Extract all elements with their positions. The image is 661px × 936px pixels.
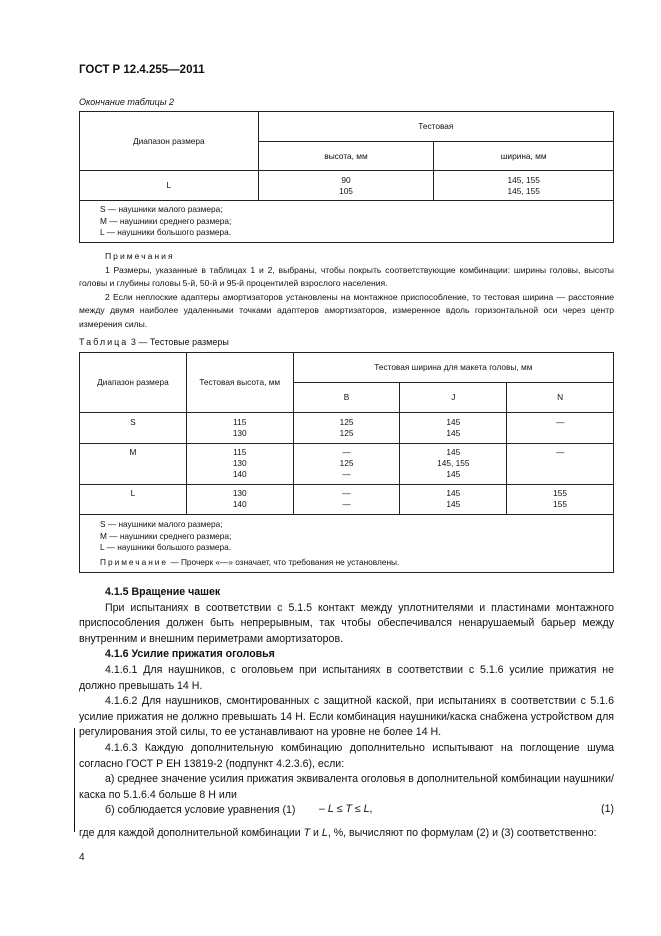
- note-1: 1 Размеры, указанные в таблицах 1 и 2, выбраны, чтобы покрыть соответствующие комбинации: ширины головы, высоты головы и глубины головы 5-й, 50-й и 95-й процентилей взрослого населения.: [79, 264, 614, 288]
- text-part: и: [310, 827, 322, 839]
- text-part: где для каждой дополнительной комбинации: [79, 827, 304, 839]
- table3-cell-height: [186, 444, 293, 485]
- cell-value: 145, 155: [507, 174, 540, 185]
- table3-header-height: Тестовая высота, мм: [186, 353, 293, 413]
- cell-value: 140: [232, 469, 247, 479]
- cell-value: 140: [232, 499, 247, 509]
- table-2: [79, 111, 614, 243]
- heading-4-1-5: 4.1.5 Вращение чашек: [105, 586, 221, 598]
- table3-caption-label: Таблица: [79, 337, 129, 347]
- table3-cell-height: [186, 485, 293, 515]
- table3-cell-size: M: [80, 444, 187, 485]
- table3-caption: [79, 337, 229, 347]
- eq-var-l: L: [363, 803, 370, 815]
- cell-value: —: [342, 469, 351, 479]
- cell-value: 90: [341, 174, 351, 185]
- table3-caption-text: 3 — Тестовые размеры: [130, 337, 229, 347]
- table3-legend: [80, 515, 614, 573]
- legend-line: M — наушники среднего размера;: [100, 215, 232, 226]
- var-t: T: [303, 827, 311, 839]
- table2-cell-size: L: [80, 171, 259, 201]
- table3-cell-size: S: [80, 413, 187, 444]
- para-4-1-6-3: 4.1.6.3 Каждую дополнительную комбинацию дополнительно испытывают на поглощение шума согласно ГОСТ Р ЕН 13819-2 (подпункт 4.2.3.6), если:: [79, 741, 614, 770]
- table2-header-height: высота, мм: [258, 142, 434, 171]
- cell-value: 105: [339, 185, 353, 196]
- table2-caption: Окончание таблицы 2: [79, 97, 174, 107]
- table3-note: [100, 557, 593, 569]
- table3-cell-b: [293, 485, 400, 515]
- table3-header-b: B: [293, 383, 400, 413]
- note-2: 2 Если неплоские адаптеры амортизаторов установлены на монтажное приспособление, то тестовая ширина — расстояние между двумя наиболее удаленными точками адаптеров амортизаторов, измеренное вдоль горизонтальной оси через центр измерения силы.: [79, 291, 614, 329]
- table-3: [79, 352, 614, 573]
- heading-4-1-6: 4.1.6 Усилие прижатия оголовья: [105, 648, 275, 661]
- cell-value: 145: [446, 488, 461, 498]
- eq-part: ,: [369, 803, 373, 815]
- table2-header-range: Диапазон размера: [80, 112, 259, 171]
- eq-part: ≤: [333, 803, 346, 815]
- table3-cell-j: [400, 413, 507, 444]
- table3-header-j: J: [400, 383, 507, 413]
- document-title: ГОСТ Р 12.4.255—2011: [79, 64, 205, 76]
- cell-value: —: [342, 447, 351, 457]
- table2-legend: [80, 201, 614, 243]
- cell-value: —: [555, 447, 565, 457]
- cell-value: 145, 155: [507, 185, 540, 196]
- eq-var-l: L: [327, 803, 334, 815]
- cell-value: 130: [232, 428, 247, 438]
- cell-value: 125: [339, 428, 354, 438]
- table3-cell-height: [186, 413, 293, 444]
- table3-header-n: N: [507, 383, 614, 413]
- cell-value: —: [342, 499, 351, 509]
- cell-value: 145: [446, 499, 461, 509]
- cell-value: 130: [232, 458, 247, 468]
- cell-value: 125: [339, 458, 354, 468]
- eq-part: –: [319, 803, 328, 815]
- change-bar: [74, 728, 75, 832]
- notes-block: [79, 250, 614, 331]
- legend-line: L — наушники большого размера.: [100, 227, 232, 237]
- table3-cell-n: [507, 413, 614, 444]
- para-a: а) среднее значение усилия прижатия эквивалента оголовья в дополнительной комбинации наушники/каска по 5.1.6.4 больше 8 Н или: [79, 773, 614, 801]
- table3-header-width: Тестовая ширина для макета головы, мм: [293, 353, 613, 383]
- cell-value: 130: [232, 488, 247, 498]
- closing-line: [79, 826, 614, 842]
- page-number: 4: [79, 852, 85, 863]
- cell-value: 125: [339, 417, 354, 427]
- table3-cell-n: [507, 444, 614, 485]
- var-l: L: [321, 827, 328, 839]
- notes-heading: Примечания: [105, 251, 175, 261]
- table3-cell-j: [400, 485, 507, 515]
- cell-value: 155: [553, 499, 568, 509]
- cell-value: 145, 155: [437, 458, 470, 468]
- legend-line: M — наушники среднего размера;: [100, 530, 232, 541]
- cell-value: 115: [233, 447, 247, 457]
- section-text: [79, 585, 614, 819]
- equation-number: (1): [601, 803, 614, 815]
- table3-cell-b: [293, 444, 400, 485]
- eq-part: ≤: [351, 803, 364, 815]
- table3-header-range: Диапазон размера: [80, 353, 187, 413]
- cell-value: 145: [446, 469, 461, 479]
- para-4-1-6-1: 4.1.6.1 Для наушников, с оголовьем при испытаниях в соответствии с 5.1.6 усилие прижатия не должно превышать 14 Н.: [79, 663, 614, 692]
- legend-line: S — наушники малого размера;: [100, 204, 223, 214]
- table3-cell-size: L: [80, 485, 187, 515]
- legend-line: L — наушники большого размера.: [100, 542, 232, 552]
- cell-value: —: [342, 488, 351, 498]
- cell-value: 155: [553, 488, 568, 498]
- table3-note-label: Примечание: [100, 556, 169, 567]
- equation-expression: [319, 803, 373, 815]
- table2-header-test: Тестовая: [258, 112, 613, 142]
- table3-note-text: — Прочерк «—» означает, что требования не установлены.: [168, 556, 400, 567]
- table3-cell-j: [400, 444, 507, 485]
- text-part: , %, вычисляют по формулам (2) и (3) соответственно:: [327, 827, 597, 839]
- eq-var-t: T: [345, 803, 352, 815]
- para-4-1-5: При испытаниях в соответствии с 5.1.5 контакт между уплотнителями и пластинами монтажного приспособления должен быть непрерывным, так чтобы обеспечивался ненарушаемый барьер между внутренним и внешним периметрами амортизаторов.: [79, 601, 614, 645]
- closing-text: [79, 826, 614, 842]
- legend-line: S — наушники малого размера;: [100, 519, 223, 529]
- table3-cell-b: [293, 413, 400, 444]
- table3-cell-n: [507, 485, 614, 515]
- cell-value: —: [555, 417, 565, 427]
- cell-value: 145: [446, 447, 461, 457]
- cell-value: 145: [446, 417, 461, 427]
- para-b: б) соблюдается условие уравнения (1): [105, 804, 296, 817]
- cell-value: 145: [446, 428, 461, 438]
- table2-cell-height: [258, 171, 434, 201]
- table2-header-width: ширина, мм: [434, 142, 614, 171]
- para-4-1-6-2: 4.1.6.2 Для наушников, смонтированных с защитной каской, при испытаниях в соответствии с 5.1.6 усилие прижатия не должно превышать 14 Н. Если комбинация наушники/каска снабжена устройством для регулирования этой силы, то ее устанавливают на уровне не более 14 Н.: [79, 695, 614, 739]
- table2-cell-width: [434, 171, 614, 201]
- cell-value: 115: [233, 417, 247, 427]
